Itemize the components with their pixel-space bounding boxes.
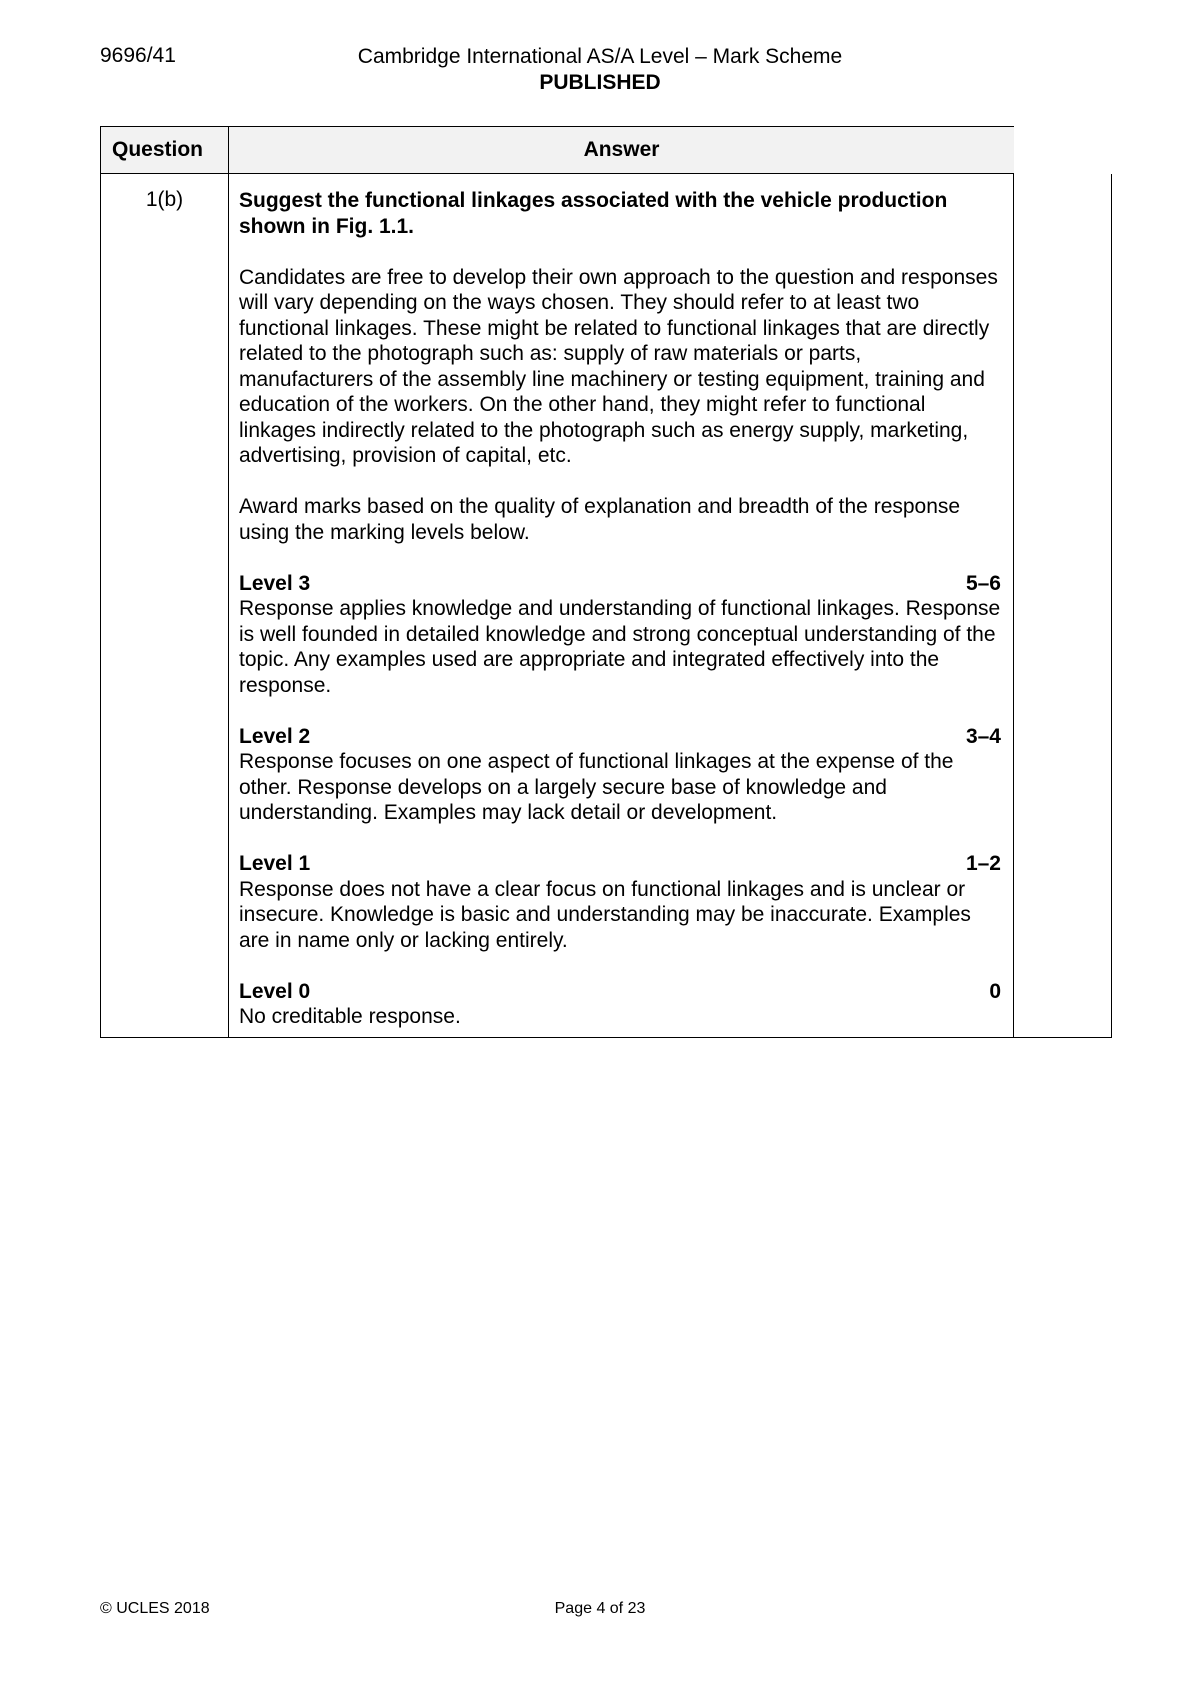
level-block <box>239 724 1001 826</box>
level-marks: 5–6 <box>965 571 1001 595</box>
table-border-bottom <box>100 1037 1112 1038</box>
table-header-row <box>100 126 1112 174</box>
level-label: Level 0 <box>239 979 311 1003</box>
level-descriptor: Response focuses on one aspect of functional linkages at the expense of the other. Response develops on a largely secure base of knowledge and understanding. Examples may lack detail or development. <box>239 750 954 824</box>
table-row <box>100 174 1112 1038</box>
question-column-header: Question <box>100 126 229 174</box>
level-block <box>239 571 1001 699</box>
level-marks: 0 <box>989 979 1001 1003</box>
table-border-right <box>1111 174 1112 1038</box>
document-title: Cambridge International AS/A Level – Mark Scheme <box>357 45 843 68</box>
page-number: Page 4 of 23 <box>554 1600 646 1617</box>
level-descriptor: No creditable response. <box>239 1005 461 1028</box>
document-header <box>0 44 1190 96</box>
question-number: 1(b) <box>145 188 184 211</box>
level-descriptor: Response applies knowledge and understanding of functional linkages. Response is well founded in detailed knowledge and strong conceptual understanding of the topic. Any examples used are appropriate and integrated effectively into the response. <box>239 597 1001 697</box>
level-label: Level 1 <box>239 852 311 875</box>
table-divider-answer <box>1013 174 1014 1038</box>
level-block <box>239 979 1001 1030</box>
question-prompt: Suggest the functional linkages associated with the vehicle production shown in Fig. 1.1. <box>239 189 948 238</box>
table-divider-question <box>228 174 229 1038</box>
document-status: PUBLISHED <box>539 71 661 94</box>
level-marks: 3–4 <box>965 724 1001 748</box>
table-border-left <box>100 174 101 1038</box>
level-label: Level 3 <box>239 571 311 595</box>
guidance-paragraph: Award marks based on the quality of explanation and breadth of the response using the marking levels below. <box>239 495 961 544</box>
guidance-paragraph: Candidates are free to develop their own approach to the question and responses will vary depending on the ways chosen. They should refer to at least two functional linkages. These might be related to functional linkages that are directly related to the photograph such as: supply of raw materials or parts, manufacturers of the assembly line machinery or testing equipment, training and education of the workers. On the other hand, they might refer to functional linkages indirectly related to the photograph such as energy supply, marketing, advertising, provision of capital, etc. <box>239 265 998 467</box>
paper-code: 9696/41 <box>100 44 176 67</box>
answer-cell <box>239 188 1001 1030</box>
level-descriptor: Response does not have a clear focus on functional linkages and is unclear or insecure. Knowledge is basic and understanding may be inaccurate. Examples are in name only or lacking entirely. <box>239 877 971 952</box>
copyright-notice: © UCLES 2018 <box>100 1600 210 1617</box>
level-block <box>239 851 1001 953</box>
mark-scheme-table <box>100 126 1112 1028</box>
level-label: Level 2 <box>239 724 311 748</box>
answer-column-header: Answer <box>228 126 1014 174</box>
level-marks: 1–2 <box>965 852 1001 875</box>
